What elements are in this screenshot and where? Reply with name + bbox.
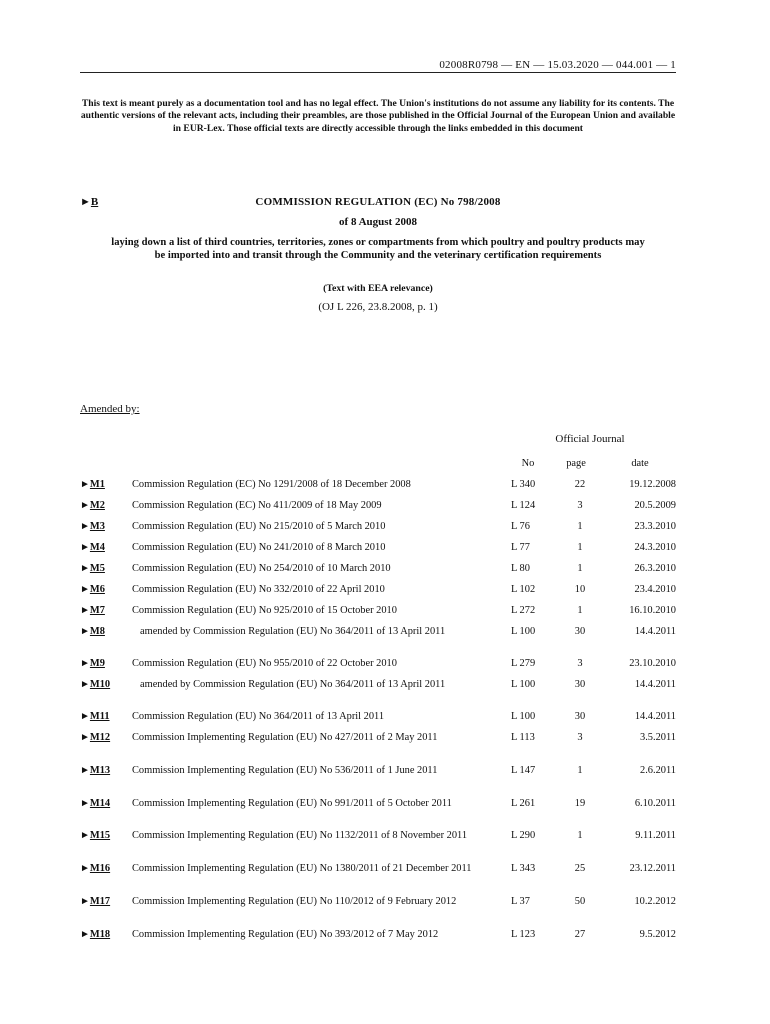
amendment-row (0, 500, 770, 521)
amendment-row (0, 896, 770, 929)
oj-page: 30 (574, 711, 586, 722)
amendment-marker[interactable] (80, 500, 105, 511)
amendment-row (0, 711, 770, 732)
oj-page: 30 (574, 679, 586, 690)
amendment-description: Commission Regulation (EU) No 364/2011 of 13 April 2011 (132, 711, 385, 722)
amendment-row (0, 765, 770, 798)
amendment-marker[interactable] (80, 896, 110, 907)
oj-number: L 123 (511, 929, 536, 940)
oj-date: 9.11.2011 (635, 830, 676, 841)
amendment-code-link[interactable]: M18 (89, 929, 111, 940)
amendment-description: Commission Implementing Regulation (EU) No 110/2012 of 9 February 2012 (132, 896, 457, 907)
marker-arrow-icon: ► (80, 830, 90, 841)
amended-by-label: Amended by: (80, 403, 140, 415)
official-journal-heading: Official Journal (555, 433, 625, 445)
regulation-subject: laying down a list of third countries, territories, zones or compartments from which poultry and poultry products may be imported into and transit through the Community and the veterinary certification requirements (111, 237, 645, 261)
amendment-code-link[interactable]: M5 (89, 563, 105, 574)
eea-relevance: (Text with EEA relevance) (323, 283, 433, 294)
marker-arrow-icon: ► (80, 765, 90, 776)
amendment-code-link[interactable]: M15 (89, 830, 111, 841)
oj-date: 23.12.2011 (629, 863, 676, 874)
amendment-code-link[interactable]: M10 (89, 679, 111, 690)
oj-number: L 102 (511, 584, 536, 595)
amendment-marker[interactable] (80, 732, 110, 743)
amendment-marker[interactable] (80, 658, 105, 669)
amendment-marker[interactable] (80, 563, 105, 574)
amendment-marker[interactable] (80, 679, 110, 690)
amendment-row (0, 542, 770, 563)
amendment-description: Commission Regulation (EU) No 955/2010 of 22 October 2010 (132, 658, 397, 669)
amendment-row (0, 605, 770, 626)
amendment-code-link[interactable]: M2 (89, 500, 105, 511)
marker-arrow-icon: ► (80, 711, 90, 722)
oj-number: L 272 (511, 605, 536, 616)
base-act-marker[interactable] (80, 196, 98, 208)
amendment-marker[interactable] (80, 765, 110, 776)
amendment-row (0, 521, 770, 542)
amendment-row (0, 479, 770, 500)
oj-page: 10 (574, 584, 586, 595)
oj-date: 14.4.2011 (634, 711, 676, 722)
marker-arrow-icon: ► (80, 798, 90, 809)
amendment-marker[interactable] (80, 798, 110, 809)
marker-arrow-icon: ► (80, 196, 91, 208)
amendment-description: Commission Implementing Regulation (EU) No 536/2011 of 1 June 2011 (132, 765, 438, 776)
marker-arrow-icon: ► (80, 929, 90, 940)
oj-page: 50 (574, 896, 586, 907)
amendment-code-link[interactable]: M1 (89, 479, 105, 490)
oj-page: 1 (577, 521, 583, 532)
amendment-description: Commission Regulation (EC) No 411/2009 of 18 May 2009 (132, 500, 382, 511)
marker-arrow-icon: ► (80, 500, 90, 511)
marker-arrow-icon: ► (80, 679, 90, 690)
disclaimer-text: This text is meant purely as a documentation tool and has no legal effect. The Union's institutions do not assume any liability for its contents. The authentic versions of the relevant acts, including their preambles, are those published in the Official Journal of the European Union and available in EUR-Lex. Those official texts are directly accessible through the links embedded in this document (80, 98, 676, 134)
amendment-row (0, 626, 770, 658)
amendment-description: Commission Implementing Regulation (EU) No 427/2011 of 2 May 2011 (132, 732, 438, 743)
amendment-description: Commission Regulation (EU) No 332/2010 of 22 April 2010 (132, 584, 385, 595)
marker-arrow-icon: ► (80, 658, 90, 669)
amendment-code-link[interactable]: M14 (89, 798, 111, 809)
amendment-marker[interactable] (80, 711, 110, 722)
oj-page: 1 (577, 830, 583, 841)
oj-number: L 340 (511, 479, 536, 490)
marker-arrow-icon: ► (80, 521, 90, 532)
oj-date: 9.5.2012 (639, 929, 676, 940)
oj-page: 19 (574, 798, 586, 809)
amendment-marker[interactable] (80, 584, 105, 595)
oj-number: L 100 (511, 711, 536, 722)
amendment-row (0, 658, 770, 679)
oj-number: L 100 (511, 626, 536, 637)
amendment-marker[interactable] (80, 929, 110, 940)
amendment-description: Commission Regulation (EU) No 241/2010 of 8 March 2010 (132, 542, 386, 553)
amendment-row (0, 584, 770, 605)
amendment-code-link[interactable]: M8 (89, 626, 105, 637)
amendment-row (0, 679, 770, 711)
marker-arrow-icon: ► (80, 479, 90, 490)
official-journal-reference: (OJ L 226, 23.8.2008, p. 1) (318, 301, 438, 313)
amendments-table (0, 479, 770, 962)
column-header-page: page (566, 458, 586, 469)
oj-number: L 100 (511, 679, 536, 690)
amendment-marker[interactable] (80, 479, 105, 490)
oj-page: 3 (577, 658, 583, 669)
marker-arrow-icon: ► (80, 605, 90, 616)
marker-arrow-icon: ► (80, 896, 90, 907)
header-rule (80, 72, 676, 73)
oj-page: 1 (577, 605, 583, 616)
oj-date: 26.3.2010 (634, 563, 676, 574)
amendment-marker[interactable] (80, 863, 110, 874)
oj-page: 30 (574, 626, 586, 637)
oj-number: L 279 (511, 658, 536, 669)
amendment-description: Commission Regulation (EU) No 254/2010 of 10 March 2010 (132, 563, 391, 574)
amendment-code-link[interactable]: M3 (89, 521, 105, 532)
amendment-marker[interactable] (80, 605, 105, 616)
oj-date: 23.10.2010 (629, 658, 676, 669)
amendment-marker[interactable] (80, 521, 105, 532)
marker-arrow-icon: ► (80, 863, 90, 874)
oj-page: 3 (577, 732, 583, 743)
oj-number: L 76 (511, 521, 530, 532)
column-header-no: No (521, 458, 535, 469)
amendment-marker[interactable] (80, 542, 105, 553)
oj-page: 1 (577, 563, 583, 574)
amendment-row (0, 830, 770, 863)
oj-page: 3 (577, 500, 583, 511)
regulation-date: of 8 August 2008 (339, 216, 417, 228)
oj-date: 16.10.2010 (629, 605, 676, 616)
oj-date: 14.4.2011 (634, 679, 676, 690)
document-reference: 02008R0798 — EN — 15.03.2020 — 044.001 — 1 (439, 59, 676, 71)
oj-date: 23.4.2010 (634, 584, 676, 595)
amendment-code-link[interactable]: M6 (89, 584, 105, 595)
marker-arrow-icon: ► (80, 732, 90, 743)
amendment-marker[interactable] (80, 830, 110, 841)
oj-number: L 77 (511, 542, 530, 553)
oj-date: 23.3.2010 (634, 521, 676, 532)
amendment-description: amended by Commission Regulation (EU) No 364/2011 of 13 April 2011 (140, 626, 446, 637)
base-act-code[interactable]: B (90, 196, 99, 208)
oj-page: 1 (577, 542, 583, 553)
amendment-description: Commission Regulation (EU) No 925/2010 of 15 October 2010 (132, 605, 397, 616)
oj-number: L 147 (511, 765, 536, 776)
amendment-marker[interactable] (80, 626, 105, 637)
amendment-code-link[interactable]: M11 (89, 711, 110, 722)
oj-date: 3.5.2011 (640, 732, 676, 743)
oj-page: 1 (577, 765, 583, 776)
amendment-code-link[interactable]: M13 (89, 765, 111, 776)
oj-page: 27 (574, 929, 586, 940)
oj-date: 20.5.2009 (634, 500, 676, 511)
amendment-row (0, 798, 770, 830)
amendment-code-link[interactable]: M16 (89, 863, 111, 874)
amendment-description: Commission Regulation (EC) No 1291/2008 of 18 December 2008 (132, 479, 411, 490)
amendment-row (0, 732, 770, 765)
amendment-description: Commission Implementing Regulation (EU) No 1132/2011 of 8 November 2011 (132, 830, 468, 841)
amendment-code-link[interactable]: M4 (89, 542, 105, 553)
oj-page: 22 (574, 479, 586, 490)
marker-arrow-icon: ► (80, 542, 90, 553)
oj-date: 6.10.2011 (634, 798, 676, 809)
amendment-row (0, 929, 770, 962)
oj-number: L 124 (511, 500, 536, 511)
amendment-row (0, 563, 770, 584)
oj-number: L 80 (511, 563, 530, 574)
oj-number: L 343 (511, 863, 536, 874)
oj-date: 24.3.2010 (634, 542, 676, 553)
amendment-description: Commission Regulation (EU) No 215/2010 of 5 March 2010 (132, 521, 386, 532)
oj-page: 25 (574, 863, 586, 874)
amendment-code-link[interactable]: M7 (89, 605, 105, 616)
column-header-date: date (631, 458, 649, 469)
regulation-title: COMMISSION REGULATION (EC) No 798/2008 (255, 196, 501, 208)
amendment-code-link[interactable]: M9 (89, 658, 105, 669)
oj-number: L 290 (511, 830, 536, 841)
amendment-row (0, 863, 770, 896)
marker-arrow-icon: ► (80, 563, 90, 574)
amendment-code-link[interactable]: M12 (89, 732, 111, 743)
oj-date: 2.6.2011 (640, 765, 676, 776)
marker-arrow-icon: ► (80, 584, 90, 595)
oj-number: L 113 (511, 732, 535, 743)
oj-date: 14.4.2011 (634, 626, 676, 637)
amendment-description: amended by Commission Regulation (EU) No 364/2011 of 13 April 2011 (140, 679, 446, 690)
oj-number: L 261 (511, 798, 536, 809)
amendment-description: Commission Implementing Regulation (EU) No 991/2011 of 5 October 2011 (132, 798, 452, 809)
marker-arrow-icon: ► (80, 626, 90, 637)
amendment-description: Commission Implementing Regulation (EU) No 393/2012 of 7 May 2012 (132, 929, 439, 940)
oj-number: L 37 (511, 896, 530, 907)
amendment-code-link[interactable]: M17 (89, 896, 111, 907)
amendment-description: Commission Implementing Regulation (EU) No 1380/2011 of 21 December 2011 (132, 863, 472, 874)
oj-date: 19.12.2008 (629, 479, 676, 490)
oj-date: 10.2.2012 (634, 896, 676, 907)
